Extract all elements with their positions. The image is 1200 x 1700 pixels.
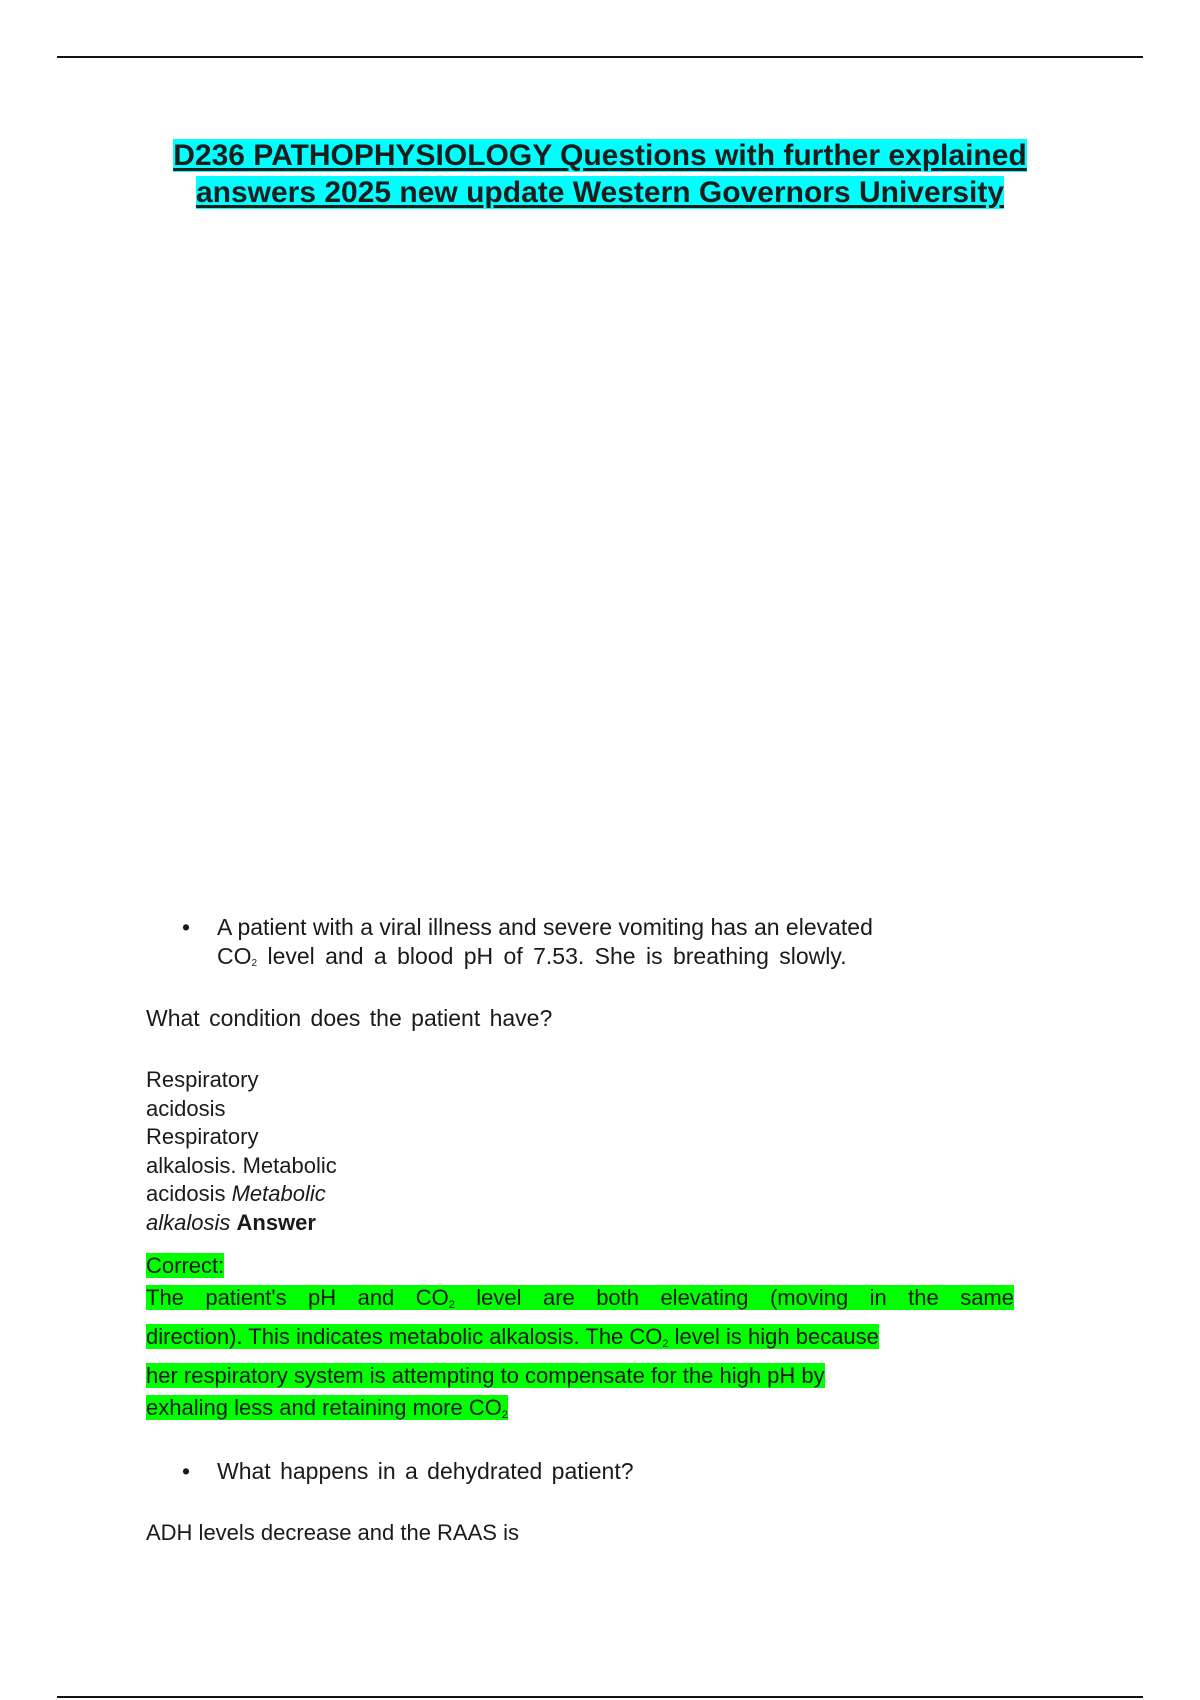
answer-line-1: The patient's pH and CO2 level are both elevating (moving in the same — [146, 1285, 1014, 1311]
answer-line-3: her respiratory system is attempting to compensate for the high pH by — [146, 1363, 825, 1388]
bullet-icon: • — [182, 1458, 191, 1484]
title-line-2: answers 2025 new update Western Governors University — [195, 176, 1005, 209]
option-text: Respiratory — [146, 1124, 259, 1149]
bullet-icon: • — [182, 914, 191, 940]
option-correct-italic: Metabolic — [231, 1181, 326, 1206]
question-1-line-2-rest: level and a blood pH of 7.53. She is breathing slowly. — [257, 943, 847, 969]
footer-rule — [57, 1696, 1143, 1698]
answer-label: Answer — [236, 1209, 316, 1235]
option-text: alkalosis. Metabolic — [146, 1152, 337, 1178]
answer-correct-label: Correct: — [146, 1253, 225, 1278]
question-2-answer-start: ADH levels decrease and the RAAS is — [146, 1520, 519, 1545]
question-1-line-2 — [217, 942, 847, 978]
answer-options — [146, 1066, 337, 1237]
question-1-prompt: What condition does the patient have? — [146, 1005, 553, 1031]
option-text: acidosis — [146, 1181, 232, 1206]
option-text: Respiratory — [146, 1067, 259, 1092]
option-correct-italic: alkalosis — [146, 1209, 231, 1235]
option-text: acidosis — [146, 1095, 226, 1121]
title-line-1: D236 PATHOPHYSIOLOGY Questions with further explained — [173, 139, 1027, 172]
header-rule — [57, 56, 1143, 58]
document-title — [100, 137, 1100, 211]
question-2-text: What happens in a dehydrated patient? — [217, 1458, 634, 1484]
answer-line-2: direction). This indicates metabolic alkalosis. The CO2 level is high because — [146, 1324, 879, 1350]
answer-explanation — [146, 1250, 1026, 1431]
co2-text: CO — [217, 943, 252, 969]
co2-subscript: 2 — [251, 958, 258, 969]
option-row — [146, 1209, 337, 1238]
option-row — [146, 1180, 337, 1209]
answer-line-4: exhaling less and retaining more CO2 — [146, 1395, 508, 1421]
question-1-line-1: A patient with a viral illness and severe vomiting has an elevated — [217, 914, 873, 940]
